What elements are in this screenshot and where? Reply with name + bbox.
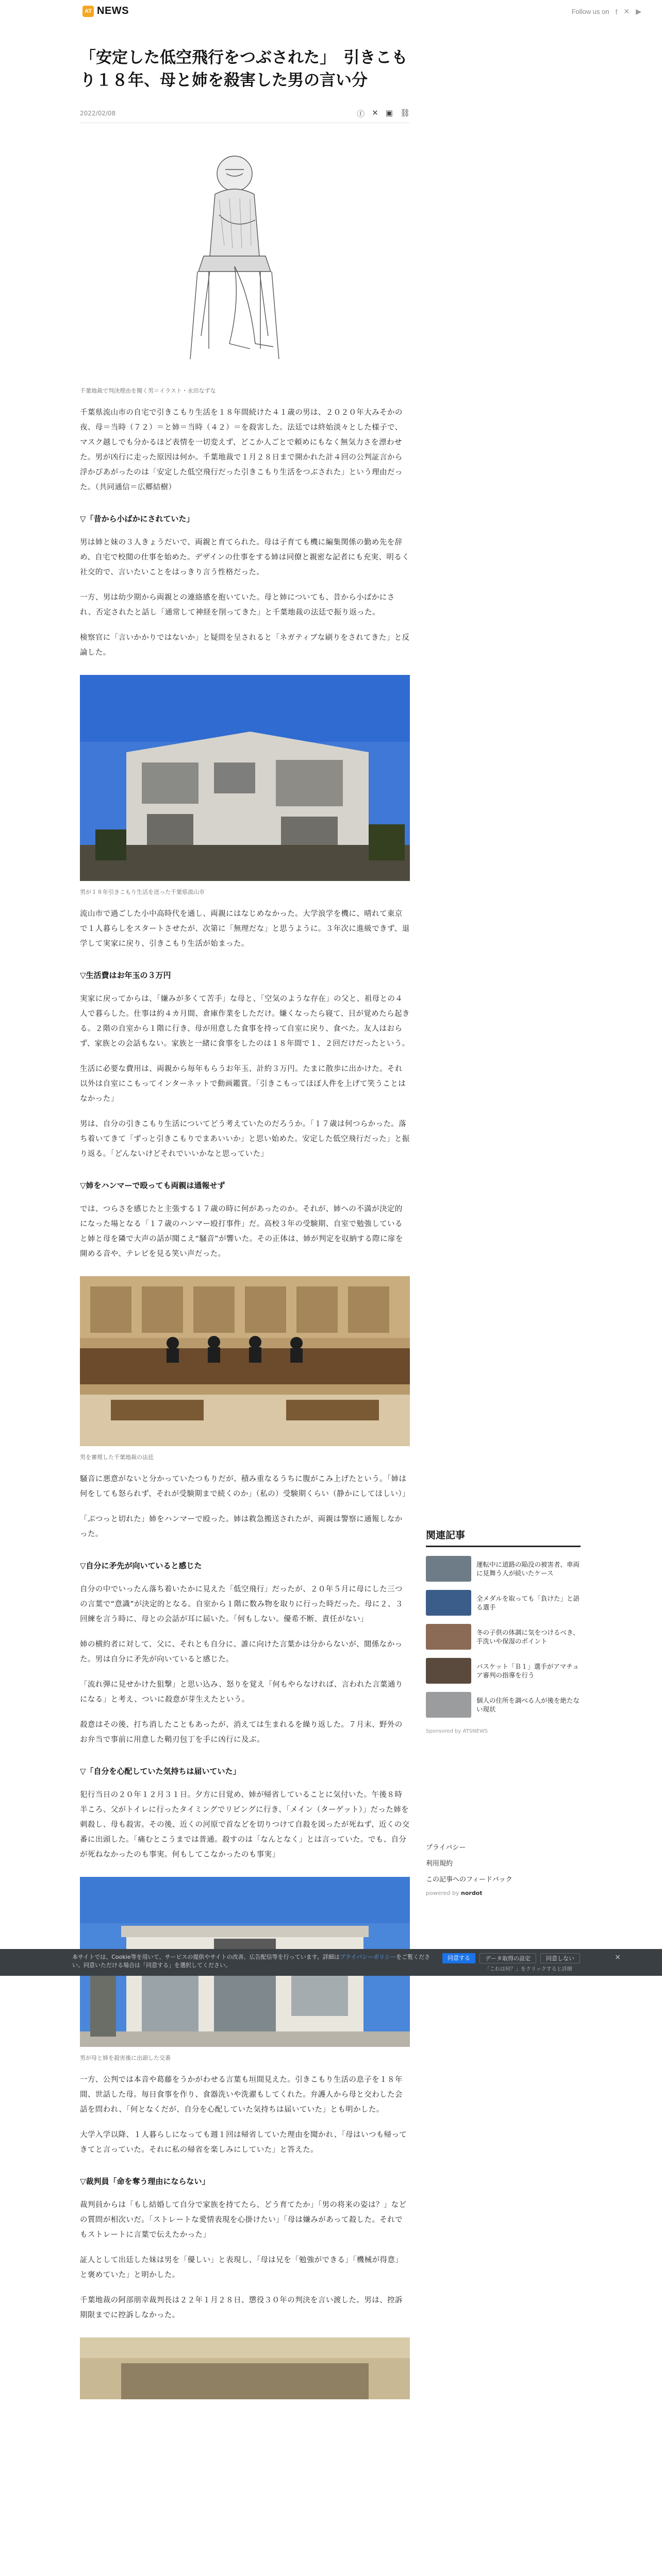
meta-row: [80, 107, 410, 120]
feedback-link[interactable]: この記事へのフィードバック: [426, 1876, 512, 1884]
brand-logo[interactable]: [82, 5, 129, 17]
house-photo: [80, 675, 410, 881]
related-title-rule: [426, 1546, 581, 1547]
article: [80, 46, 410, 2401]
paragraph: 殺意はその後、打ち消したこともあったが、消えては生まれるを繰り返した。７月末、野外のお弁当で事前に用意した鞘刃包丁を手に凶行に及ぶ。: [80, 1721, 403, 1744]
court-building-photo: [80, 2337, 410, 2399]
paragraph: 男は、自分の引きこもり生活についてどう考えていたのだろうか。「１７歳は何つらかった。落ち着いてきて「ずっと引きこもりでまあいいか」と思い始めた。安定した低空飛行だった」と振り返る。「どんないけどそれでいいかなと思っていた」: [80, 1120, 410, 1158]
paragraph: 実家に戻ってからは、「嫌みが多くて苦手」な母と、「空気のような存在」の父と、祖母との４人で暮らした。仕事は約４カ月間、倉庫作業をしただけ。嫌くなったら寝て、目が覚めたら起きる。２階の自室から１階に行き、母が用意した食事を持って自室に戻り、食べた。友人はおらず、家族との会話もない。家族と一緒に食事をしたのは１８年間で１、２回だけだったという。: [80, 995, 410, 1048]
facebook-share-icon[interactable]: ⓕ: [357, 109, 365, 118]
subheading: ▽「自分を心配していた気持ちは届いていた」: [80, 1767, 241, 1776]
facebook-icon[interactable]: f: [615, 7, 618, 16]
paragraph: 生活に必要な費用は、両親から毎年もらうお年玉、計約３万円。たまに散歩に出かけた。それ以外は自室にこもってインターネットで動画鑑賞。「引きこもってほぼ人件を上げて笑うことはなかった」: [80, 1065, 406, 1103]
brand-mark-icon: AT: [82, 6, 94, 17]
publish-date: 2022/02/08: [80, 110, 116, 117]
powered-by: [426, 1890, 581, 1896]
subheading: ▽裁判員「命を奪う理由にならない」: [80, 2177, 210, 2186]
related-item-text[interactable]: 全メダルを取っても「負けた」と語る選手: [476, 1595, 580, 1611]
paragraph: 犯行当日の２０年１２月３１日。夕方に目覚め、姉が帰省していることに気付いた。午後８時半ころ、父がトイレに行ったタイミングでリビングに行き、「メイン（ターゲット）」だった姉を刺殺し、母も殺害。その後、近くの河原で首などを切りつけて自殺を図ったが死ねず、近くの交番に出頭した。「痛むとこうまでは普通。殺すのは「なんとなく」とは言っていた。でも、自分が死ねなかったのも事実。何もしてこなかったのも事実」: [80, 1791, 410, 1859]
powered-label: powered by: [426, 1890, 459, 1896]
cookie-consent-banner: [0, 1949, 662, 1976]
consent-settings-button[interactable]: データ取得の設定: [479, 1953, 536, 1963]
courtroom-sketch-image: [80, 138, 410, 380]
subheading: ▽自分に矛先が向いていると感じた: [80, 1561, 202, 1570]
bookmark-icon[interactable]: ▣: [385, 108, 393, 117]
related-item[interactable]: [426, 1556, 581, 1581]
related-thumb: [426, 1556, 471, 1582]
consent-hint: 「これは何？」をクリックすると詳細: [485, 1967, 572, 1972]
share-bar: [357, 108, 410, 119]
close-icon[interactable]: ×: [615, 1953, 621, 1961]
paragraph: 証人として出廷した妹は男を「優しい」と表現し、「母は兄を「勉強ができる」「機械が得意」と褒めていた」と明かした。: [80, 2256, 403, 2279]
privacy-link[interactable]: プライバシー: [426, 1844, 466, 1852]
paragraph: 千葉地裁の阿部朋幸裁判長は２２年１月２８日、懲役３０年の判決を言い渡した。男は、控訴期限までに控訴しなかった。: [80, 2296, 403, 2319]
related-item-text[interactable]: 運転中に道路の陥没の被害者、車両に見舞う人が続いたケース: [476, 1561, 580, 1577]
subheading: ▽生活費はお年玉の３万円: [80, 971, 171, 980]
paragraph: 「流れ弾に見せかけた狙撃」と思い込み、怒りを覚え「何もやらなければ、言われた言葉通りになる」と考え、ついに殺意が芽生えたという。: [80, 1681, 403, 1704]
related-item-text[interactable]: 冬の子供の体調に気をつけるべき、手洗いや保湿のポイント: [476, 1629, 580, 1645]
figure-caption: 男が母と姉を殺害後に出頭した交番: [80, 2055, 171, 2061]
paragraph: 流山市で過ごした小中高時代を通し、両親にはなじめなかった。大学浪学を機に、晴れて東京で１人暮らしをスタートさせたが、次第に「無理だな」と思うように。３年次に進級できず、退学して実家に戻り、引きこもり生活が始まった。: [80, 910, 410, 948]
paragraph: では、つらさを感じたと主張する１７歳の時に何があったのか。それが、姉への不満が決定的になった場となる「１７歳のハンマー殴打事件」だ。高校３年の受験期、自室で勉強していると姉と母を隣で大声の話が聞こえ“騒音”が響いた。その正体は、姉が判定を収納する際に扉を開める音や、テレビを見る笑い声だった。: [80, 1205, 403, 1258]
x-share-icon[interactable]: ✕: [372, 108, 378, 117]
related-source: Sponsored by ATSNEWS: [426, 1728, 488, 1734]
related-item-text[interactable]: バスケット「Ｂ１」選手がアマチュア審判の指導を行う: [476, 1663, 580, 1679]
consent-text-after: をご覧ください。同意いただける場合は「同意する」を選択してください。: [72, 1954, 431, 1969]
paragraph: 検察官に「言いかかりではないか」と疑問を呈されると「ネガティブな刷りをされてきた」と反論した。: [80, 634, 410, 657]
related-articles: [426, 1528, 581, 1734]
figure-caption: 千葉地裁で判決理由を聞く男＝イラスト・永田なずな: [80, 387, 216, 394]
related-item[interactable]: [426, 1590, 581, 1615]
related-item[interactable]: [426, 1624, 581, 1649]
paragraph: 一方、公判では本音や葛藤をうかがわせる言葉も垣間見えた。引きこもり生活の息子を１８年間、世話した母。毎日食事を作り、食器洗いや洗濯もしてくれた。弁護人から母と交わした会話を問われ、「何となくだが、自分を心配していた気持ちは届いていた」とも明かした。: [80, 2076, 403, 2114]
follow-us: [572, 7, 641, 16]
figure-house: [80, 675, 410, 896]
consent-reject-button[interactable]: 同意しない: [540, 1953, 580, 1963]
related-item-text[interactable]: 個人の住所を調べる人が後を絶たない現状: [476, 1697, 580, 1713]
paragraph: 騒音に悪意がないと分かっていたつもりだが、積み重なるうちに腹がこみ上げたという。「姉は何をしても怒られず、それが受験期まで続くのか」（私の）受験期くらい（静かにしてほしい）」: [80, 1475, 410, 1498]
paragraph: 千葉県流山市の自宅で引きこもり生活を１８年間続けた４１歳の男は、２０２０年大みそかの夜、母＝当時（７２）＝と姉＝当時（４２）＝を殺害した。法廷では終始淡々とした様子で、マスク越しでも分かるほど表情を一切変えず、どこか人ごとで頼めにもなく無気力さを漂わせた。男が凶行に走った原因は何か。千葉地裁で１月２８日まで開かれた計４回の公判証言から浮かびあがったのは「安定した低空飛行だった引きこもり生活をつぶされた」という理由だった。（共同通信＝広郷結樹）: [80, 409, 403, 492]
related-thumb: [426, 1590, 471, 1616]
paragraph: 男は姉と妹の３人きょうだいで、両親と育てられた。母は子育ても機に編集関係の勤め先を辞め、自宅で校閲の仕事を始めた。デザインの仕事をする姉は同僚と親密な記者にも充実、明るく社交的で、言いたいことをはっきり言う性格だった。: [80, 538, 410, 577]
footer-links: [426, 1842, 581, 1896]
consent-text: [72, 1953, 433, 1970]
consent-text-before: 本サイトでは、Cookie等を用いて、サービスの提供やサイトの改善、広告配信等を行っています。詳細は: [72, 1954, 340, 1960]
terms-link[interactable]: 利用規約: [426, 1860, 453, 1868]
subheading: ▽「昔から小ばかにされていた」: [80, 514, 194, 523]
subheading: ▽姉をハンマーで殴っても両親は通報せず: [80, 1181, 225, 1190]
related-thumb: [426, 1624, 471, 1650]
link-icon[interactable]: ⛓: [400, 108, 410, 117]
follow-label: Follow us on: [571, 8, 609, 15]
paragraph: 大学入学以降、１人暮らしになっても週１回は帰省していた理由を聞かれ、「母はいつも帰ってきてと言っていた。それに私の帰省を楽しみにしていた」と答えた。: [80, 2131, 407, 2154]
figure-illustration: [80, 138, 410, 395]
figure-caption: 男が１８年引きこもり生活を送った千葉県流山市: [80, 889, 205, 895]
related-item[interactable]: [426, 1658, 581, 1683]
related-item[interactable]: [426, 1692, 581, 1717]
top-bar: [0, 0, 662, 23]
figure-caption: 男を審理した千葉地裁の法廷: [80, 1454, 154, 1461]
figure-courtroom: [80, 1276, 410, 1462]
paragraph: 自分の中でいったん落ち着いたかに見えた「低空飛行」だったが、２０年５月に母にした三つの言葉で“意識”が決定的となる。自室から１階に数み物を取りに行った時だった。母に２、３回練を言う時に、母との会話が耳に届いた。「何もしない。優希不断、責任がない」: [80, 1585, 403, 1623]
headline: 「安定した低空飛行をつぶされた」 引きこもり１８年、母と姉を殺害した男の言い分: [80, 48, 408, 90]
x-icon[interactable]: ✕: [623, 7, 630, 15]
paragraph: 一方、男は幼少期から両親との連絡感を抱いていた。母と姉についても、昔から小ばかにされ、否定されたと話し「通常して神経を削ってきた」と千葉地裁の法廷で振り返った。: [80, 594, 395, 617]
powered-brand[interactable]: nordot: [461, 1890, 483, 1896]
youtube-icon[interactable]: ▶: [636, 7, 641, 15]
figure-court-building: [80, 2337, 410, 2401]
consent-accept-button[interactable]: 同意する: [442, 1953, 475, 1963]
paragraph: 裁判員からは「もし結婚して自分で家族を持てたら、どう育てたか」「男の将来の姿は？」などの質問が相次いだ。「ストレートな愛情表現を心掛けたい」「母は嫌みがあって殺した。それでもストレートに言葉で伝えたかった」: [80, 2201, 407, 2239]
paragraph: 「ぶつっと切れた」姉をハンマーで殴った。姉は救急搬送されたが、両親は警察に通報しなかった。: [80, 1515, 403, 1538]
brand-name: NEWS: [97, 5, 129, 16]
related-thumb: [426, 1692, 471, 1718]
related-thumb: [426, 1658, 471, 1684]
consent-buttons: [442, 1953, 580, 1963]
courtroom-photo: [80, 1276, 410, 1446]
related-title: 関連記事: [426, 1530, 466, 1541]
privacy-policy-link[interactable]: プライバシーポリシー: [339, 1954, 396, 1960]
paragraph: 姉の横約者に対して、父に、それとも自分に、誰に向けた言葉かは分からないが、閲係なかった。男は自分に矛先が向いていると感じた。: [80, 1640, 403, 1664]
